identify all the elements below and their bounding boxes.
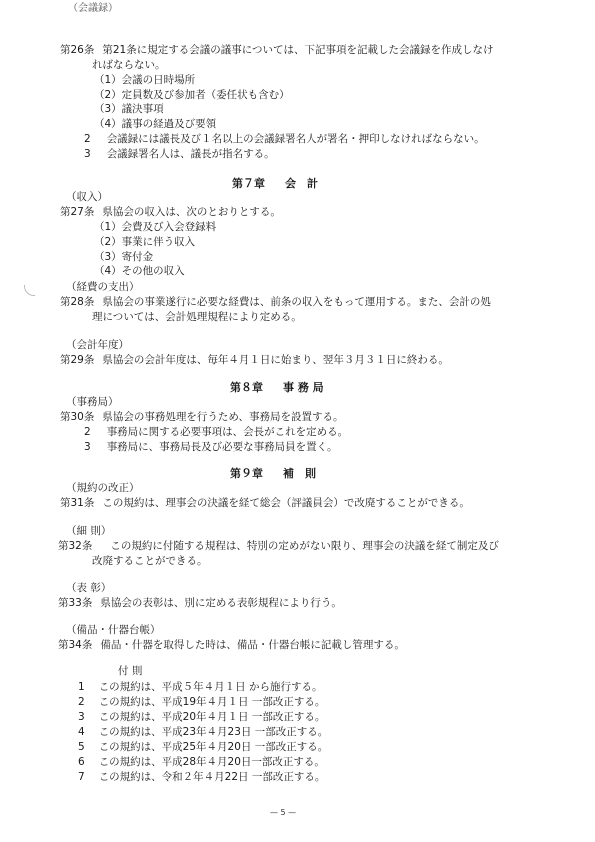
paragraph-number: 3 — [84, 148, 91, 160]
article-33-heading: （表 彰） — [66, 582, 112, 594]
article-text: この規約に付随する規程は、特別の定めがない限り、理事会の決議を経て制定及び — [110, 540, 499, 552]
chapter-9-heading — [230, 468, 316, 479]
item-text: この規約は、平成23年４月23日 一部改正する。 — [98, 726, 329, 738]
article-number: 第27条 — [60, 206, 95, 218]
supplementary-item — [78, 697, 325, 708]
chapter-number: 第８章 — [230, 381, 263, 394]
list-item: （1）会費及び入会登録料 — [94, 221, 217, 233]
paragraph-number: 2 — [84, 426, 91, 438]
article-28-line1 — [60, 297, 491, 308]
article-text: 県協会の事業遂行に必要な経費は、前条の収入をもって運用する。また、会計の処 — [102, 296, 491, 308]
item-text: この規約は、平成５年４月１日 から施行する。 — [98, 681, 323, 693]
article-text: 第21条に規定する会議の議事については、下記事項を記載した会議録を作成しなけ — [102, 44, 494, 56]
article-28-line2: 理については、会計処理規程により定める。 — [92, 311, 302, 323]
article-26-line2: ればならない。 — [92, 59, 166, 71]
article-29-heading: （会計年度） — [66, 339, 129, 351]
article-33 — [58, 598, 342, 609]
page-number: — 5 — — [270, 808, 297, 817]
article-32-line2: 改廃することができる。 — [92, 555, 208, 567]
item-number: 4 — [78, 726, 85, 738]
article-27-heading: （収入） — [66, 191, 108, 203]
item-text: この規約は、平成20年４月１日 一部改正する。 — [98, 711, 326, 723]
list-item: （3）寄付金 — [94, 251, 154, 263]
paragraph-text: 会議録には議長及び１名以上の会議録署名人が署名・押印しなければならない。 — [106, 133, 485, 145]
item-number: 6 — [78, 756, 85, 768]
chapter-title: 補 則 — [283, 467, 316, 480]
supplementary-item — [78, 727, 328, 738]
article-number: 第34条 — [58, 639, 93, 651]
article-32-heading: （細 則） — [66, 525, 112, 537]
paragraph-number: 3 — [84, 441, 91, 453]
item-text: この規約は、平成25年４月20日 一部改正する。 — [98, 741, 329, 753]
article-text: 県協会の会計年度は、毎年４月１日に始まり、翌年３月３１日に終わる。 — [102, 354, 449, 366]
paragraph-2 — [84, 427, 348, 438]
supplementary-item — [78, 772, 325, 783]
chapter-title: 会 計 — [285, 177, 318, 190]
supplementary-item — [78, 682, 323, 693]
item-number: 5 — [78, 741, 85, 753]
article-number: 第32条 — [58, 540, 93, 552]
paragraph-2 — [84, 134, 485, 145]
list-item: （4）議事の経過及び要領 — [94, 118, 217, 130]
article-30 — [60, 412, 343, 423]
article-32-line1 — [58, 541, 499, 552]
article-26-line1 — [60, 45, 494, 56]
chapter-7-heading — [232, 178, 318, 189]
supplementary-item — [78, 712, 325, 723]
article-31 — [60, 498, 470, 509]
chapter-number: 第９章 — [230, 467, 263, 480]
list-item: （4）その他の収入 — [94, 265, 185, 277]
list-item: （1）会議の日時場所 — [94, 74, 196, 86]
paragraph-text: 事務局に関する必要事項は、会長がこれを定める。 — [106, 426, 349, 438]
supplementary-title: 付 則 — [118, 665, 143, 677]
article-34-heading: （備品・什器台帳） — [66, 624, 161, 636]
article-number: 第33条 — [58, 597, 93, 609]
article-text: 県協会の事務処理を行うため、事務局を設置する。 — [102, 411, 344, 423]
list-item: （2）定員数及び参加者（委任状も含む） — [94, 89, 290, 101]
supplementary-item — [78, 742, 328, 753]
chapter-8-heading — [230, 382, 324, 393]
article-number: 第29条 — [60, 354, 95, 366]
binding-mark — [24, 285, 35, 296]
article-30-heading: （事務局） — [66, 396, 119, 408]
chapter-number: 第７章 — [232, 177, 265, 190]
article-number: 第28条 — [60, 296, 95, 308]
item-text: この規約は、令和２年４月22日 一部改正する。 — [98, 771, 326, 783]
list-item: （2）事業に伴う収入 — [94, 236, 196, 248]
article-31-heading: （規約の改正） — [66, 482, 140, 494]
article-number: 第26条 — [60, 44, 95, 56]
article-34 — [58, 640, 405, 651]
chapter-title: 事 務 局 — [283, 381, 324, 394]
item-text: この規約は、平成19年４月１日 一部改正する。 — [98, 696, 326, 708]
item-number: 7 — [78, 771, 85, 783]
article-text: 県協会の表彰は、別に定める表彰規程により行う。 — [100, 597, 342, 609]
article-text: この規約は、理事会の決議を経て総会（評議員会）で改廃することができる。 — [102, 497, 470, 509]
item-text: この規約は、平成28年４月20日一部改正する。 — [98, 756, 325, 768]
list-item: （3）議決事項 — [94, 103, 164, 115]
item-number: 3 — [78, 711, 85, 723]
article-text: 県協会の収入は、次のとおりとする。 — [102, 206, 281, 218]
paragraph-3 — [84, 149, 275, 160]
item-number: 2 — [78, 696, 85, 708]
cut-off-heading: （会議録） — [68, 3, 118, 14]
article-28-heading: （経費の支出） — [66, 281, 140, 293]
article-27 — [60, 207, 281, 218]
paragraph-3 — [84, 442, 337, 453]
article-text: 備品・什器を取得した時は、備品・什器台帳に記載し管理する。 — [100, 639, 405, 651]
paragraph-number: 2 — [84, 133, 91, 145]
article-number: 第30条 — [60, 411, 95, 423]
article-number: 第31条 — [60, 497, 95, 509]
paragraph-text: 会議録署名人は、議長が指名する。 — [106, 148, 275, 160]
item-number: 1 — [78, 681, 85, 693]
supplementary-item — [78, 757, 325, 768]
paragraph-text: 事務局に、事務局長及び必要な事務局員を置く。 — [106, 441, 338, 453]
article-29 — [60, 355, 449, 366]
